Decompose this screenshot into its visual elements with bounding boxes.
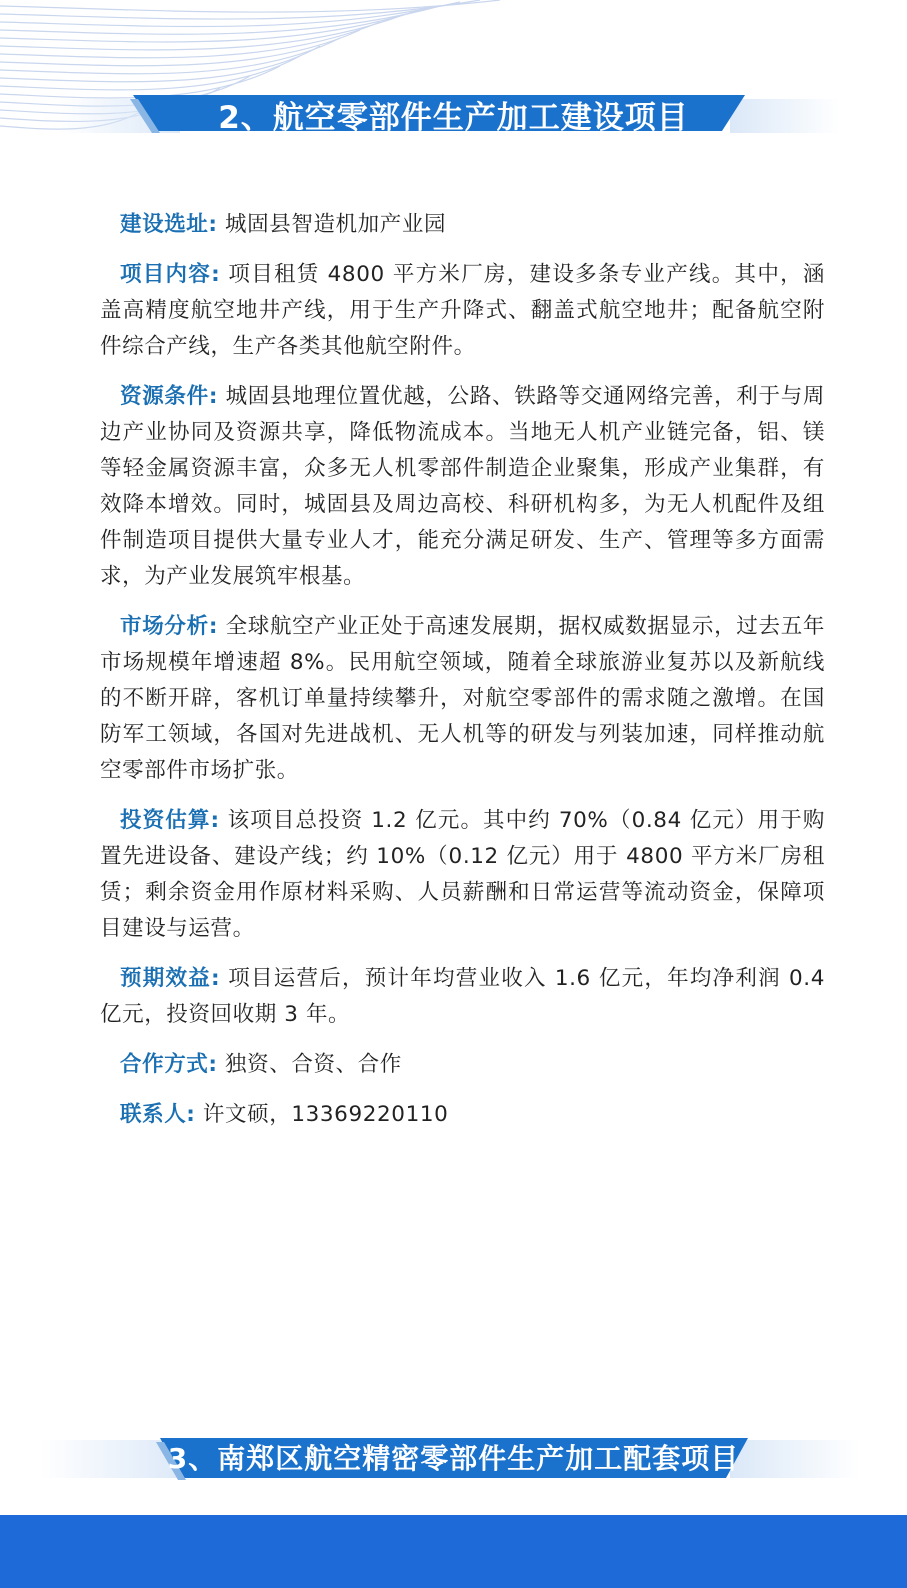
item-text: 独资、合资、合作	[217, 1052, 402, 1077]
item-label: 资源条件:	[120, 384, 219, 409]
bottom-band	[0, 1515, 907, 1588]
item-resources	[100, 379, 825, 595]
item-label: 建设选址:	[120, 212, 218, 237]
item-market	[100, 609, 825, 789]
section-3-banner	[0, 1426, 907, 1486]
item-text: 项目租赁 4800 平方米厂房，建设多条专业产线。其中，涵盖高精度航空地井产线，用于生产升降式、翻盖式航空地井；配备航空附件综合产线，生产各类其他航空附件。	[100, 262, 825, 359]
item-label: 联系人:	[120, 1102, 196, 1127]
item-text: 城固县地理位置优越，公路、铁路等交通网络完善，利于与周边产业协同及资源共享，降低物流成本。当地无人机产业链完备，铝、镁等轻金属资源丰富，众多无人机零部件制造企业聚集，形成产业集群，有效降本增效。同时，城固县及周边高校、科研机构多，为无人机配件及组件制造项目提供大量专业人才，能充分满足研发、生产、管理等多方面需求，为产业发展筑牢根基。	[100, 384, 825, 589]
item-text: 该项目总投资 1.2 亿元。其中约 70%（0.84 亿元）用于购置先进设备、建设产线；约 10%（0.12 亿元）用于 4800 平方米厂房租赁；剩余资金用作原材料采购、人员薪酬和日常运营等流动资金，保障项目建设与运营。	[100, 808, 825, 941]
item-contact	[100, 1097, 825, 1133]
item-label: 预期效益:	[120, 966, 221, 991]
item-text: 全球航空产业正处于高速发展期，据权威数据显示，过去五年市场规模年增速超 8%。民用航空领域，随着全球旅游业复苏以及新航线的不断开辟，客机订单量持续攀升，对航空零部件的需求随之激增。在国防军工领域，各国对先进战机、无人机等的研发与列装加速，同样推动航空零部件市场扩张。	[100, 614, 825, 783]
project-details	[100, 207, 825, 1147]
item-cooperation	[100, 1047, 825, 1083]
item-content	[100, 257, 825, 365]
item-text: 项目运营后，预计年均营业收入 1.6 亿元，年均净利润 0.4 亿元，投资回收期 3 年。	[100, 966, 825, 1027]
item-location	[100, 207, 825, 243]
item-text: 城固县智造机加产业园	[217, 212, 447, 237]
item-label: 投资估算:	[120, 808, 220, 833]
item-text: 许文硕，13369220110	[195, 1102, 449, 1127]
item-label: 合作方式:	[120, 1052, 218, 1077]
item-label: 项目内容:	[120, 262, 221, 287]
section-2-banner	[0, 83, 907, 143]
section-2-title: 2、航空零部件生产加工建设项目	[218, 100, 689, 136]
item-investment	[100, 803, 825, 947]
section-3-title: 3、南郑区航空精密零部件生产加工配套项目	[167, 1442, 740, 1475]
item-label: 市场分析:	[120, 614, 219, 639]
item-benefits	[100, 961, 825, 1033]
